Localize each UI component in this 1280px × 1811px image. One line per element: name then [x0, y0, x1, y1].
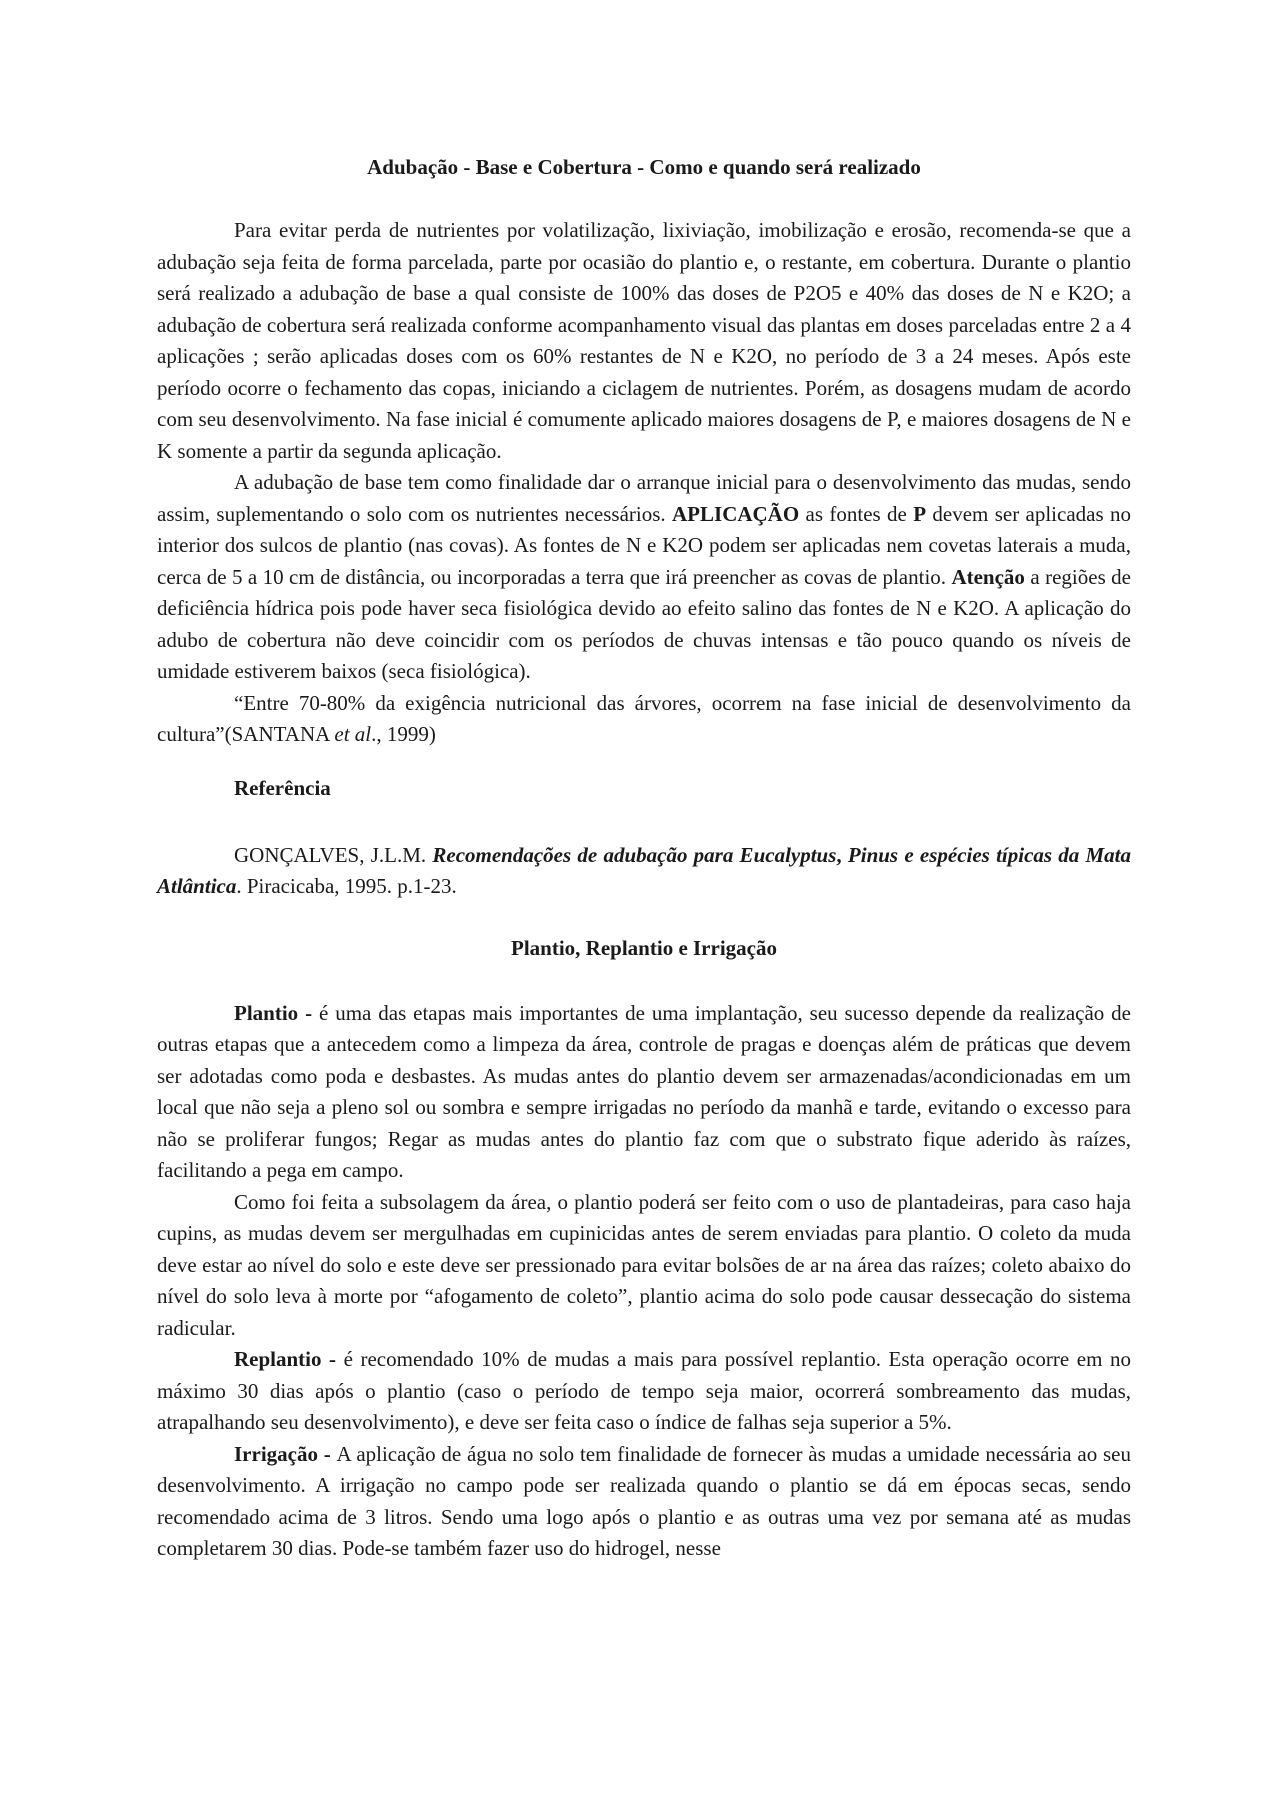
- bold-term-atencao: Atenção: [951, 564, 1025, 589]
- reference-title: Pinus: [847, 842, 899, 867]
- paragraph-text: é uma das etapas mais importantes de uma implantação, seu sucesso depende da realização de outras etapas que a antecedem como a limpeza da área, controle de pragas e doenças além de práticas que devem ser adotadas como poda e desbastes. As mudas antes do plantio devem ser armazenadas/acondicionadas em um local que não seja a pleno sol ou sombra e sempre irrigadas no período da manhã e tarde, evitando o excesso para não se proliferar fungos; Regar as mudas antes do plantio faz com que o substrato fique aderido às raízes, facilitando a pega em campo.: [157, 1000, 1131, 1182]
- paragraph-text: é recomendado 10% de mudas a mais para possível replantio. Esta operação ocorre em no máximo 30 dias após o plantio (caso o período de tempo seja maior, ocorrerá sombreamento das mudas, atrapalhando seu desenvolvimento), e deve ser feita caso o índice de falhas seja superior a 5%.: [157, 1347, 1131, 1434]
- paragraph-text: Para evitar perda de nutrientes por volatilização, lixiviação, imobilização e erosão, recomenda-se que a adubação seja feita de forma parcelada, parte por ocasião do plantio e, o restante, em cobertura. Durante o plantio será realizado a adubação de base a qual consiste de 100% das doses de P2O5 e 40% das doses de N e K2O; a adubação de cobertura será realizada conforme acompanhamento visual das plantas em doses parceladas entre 2 a 4 aplicações ; serão aplicadas doses com os 60% restantes de N e K2O, no período de 3 a 24 meses. Após este período ocorre o fechamento das copas, iniciando a ciclagem de nutrientes. Porém, as dosagens mudam de acordo com seu desenvolvimento. Na fase inicial é comumente aplicado maiores dosagens de P, e maiores dosagens de N e K somente a partir da segunda aplicação.: [157, 218, 1131, 463]
- paragraph-adubacao-2: [157, 467, 1131, 688]
- bold-term-p: P: [913, 501, 927, 526]
- paragraph-plantio: [157, 998, 1131, 1187]
- paragraph-plantio-2: [157, 1187, 1131, 1345]
- paragraph-text: A aplicação de água no solo tem finalidade de fornecer às mudas a umidade necessária ao seu desenvolvimento. A irrigação no campo pode ser realizada quando o plantio se dá em épocas secas, sendo recomendado acima de 3 litros. Sendo uma logo após o plantio e as outras uma vez por semana até as mudas completarem 30 dias. Pode-se também fazer uso do hidrogel, nesse: [157, 1441, 1131, 1560]
- paragraph-text: as fontes de: [799, 501, 914, 526]
- reference-title: e espécies típicas da Mata Atlântica: [157, 842, 1132, 898]
- quote-text: ., 1999): [371, 722, 436, 746]
- bold-term-plantio: Plantio -: [234, 1000, 319, 1025]
- bold-term-replantio: Replantio -: [234, 1347, 344, 1371]
- quote-text: “Entre 70-80% da exigência nutricional das árvores, ocorrem na fase inicial de desenvolvimento da cultura”(SANTANA: [157, 690, 1131, 746]
- bold-term-aplicacao: APLICAÇÃO: [672, 501, 800, 526]
- paragraph-text: a regiões de deficiência hídrica pois pode haver seca fisiológica devido ao efeito salino das fontes de N e K2O. A aplicação do adubo de cobertura não deve coincidir com os períodos de chuvas intensas e tão pouco quando os níveis de umidade estiverem baixos (seca fisiológica).: [157, 564, 1131, 683]
- citation-et-al: et al: [334, 722, 372, 746]
- paragraph-text: A adubação de base tem como finalidade dar o arranque inicial para o desenvolvimento das mudas, sendo assim, suplementando o solo com os nutrientes necessários.: [157, 470, 1131, 526]
- reference-title: ,: [836, 842, 848, 867]
- reference-title: Recomendações de adubação para Eucalyptus: [432, 842, 837, 867]
- paragraph-text: Como foi feita a subsolagem da área, o plantio poderá ser feito com o uso de plantadeiras, para caso haja cupins, as mudas devem ser mergulhadas em cupinicidas antes de serem enviadas para plantio. O coleto da muda deve estar ao nível do solo e este deve ser pressionado para evitar bolsões de ar na área das raízes; coleto abaixo do nível do solo leva à morte por “afogamento de coleto”, plantio acima do solo pode causar dessecação do sistema radicular.: [157, 1189, 1131, 1340]
- document-page: [157, 152, 1131, 1565]
- section-title-adubacao: Adubação - Base e Cobertura - Como e quando será realizado: [367, 155, 921, 179]
- reference-heading: Referência: [234, 775, 331, 800]
- reference-author: GONÇALVES, J.L.M.: [234, 842, 433, 867]
- paragraph-replantio: [157, 1344, 1131, 1439]
- paragraph-adubacao-1: [157, 215, 1131, 467]
- bold-term-irrigacao: Irrigação -: [234, 1441, 337, 1466]
- paragraph-irrigacao: [157, 1439, 1131, 1565]
- paragraph-quote: [157, 688, 1131, 751]
- paragraph-text: devem ser aplicadas no interior dos sulcos de plantio (nas covas). As fontes de N e K2O podem ser aplicadas nem covetas laterais a muda, cerca de 5 a 10 cm de distância, ou incorporadas a terra que irá preencher as covas de plantio.: [157, 501, 1131, 589]
- section-title-plantio: Plantio, Replantio e Irrigação: [511, 935, 777, 960]
- reference-details: . Piracicaba, 1995. p.1-23.: [236, 874, 457, 898]
- reference-entry: [157, 840, 1131, 903]
